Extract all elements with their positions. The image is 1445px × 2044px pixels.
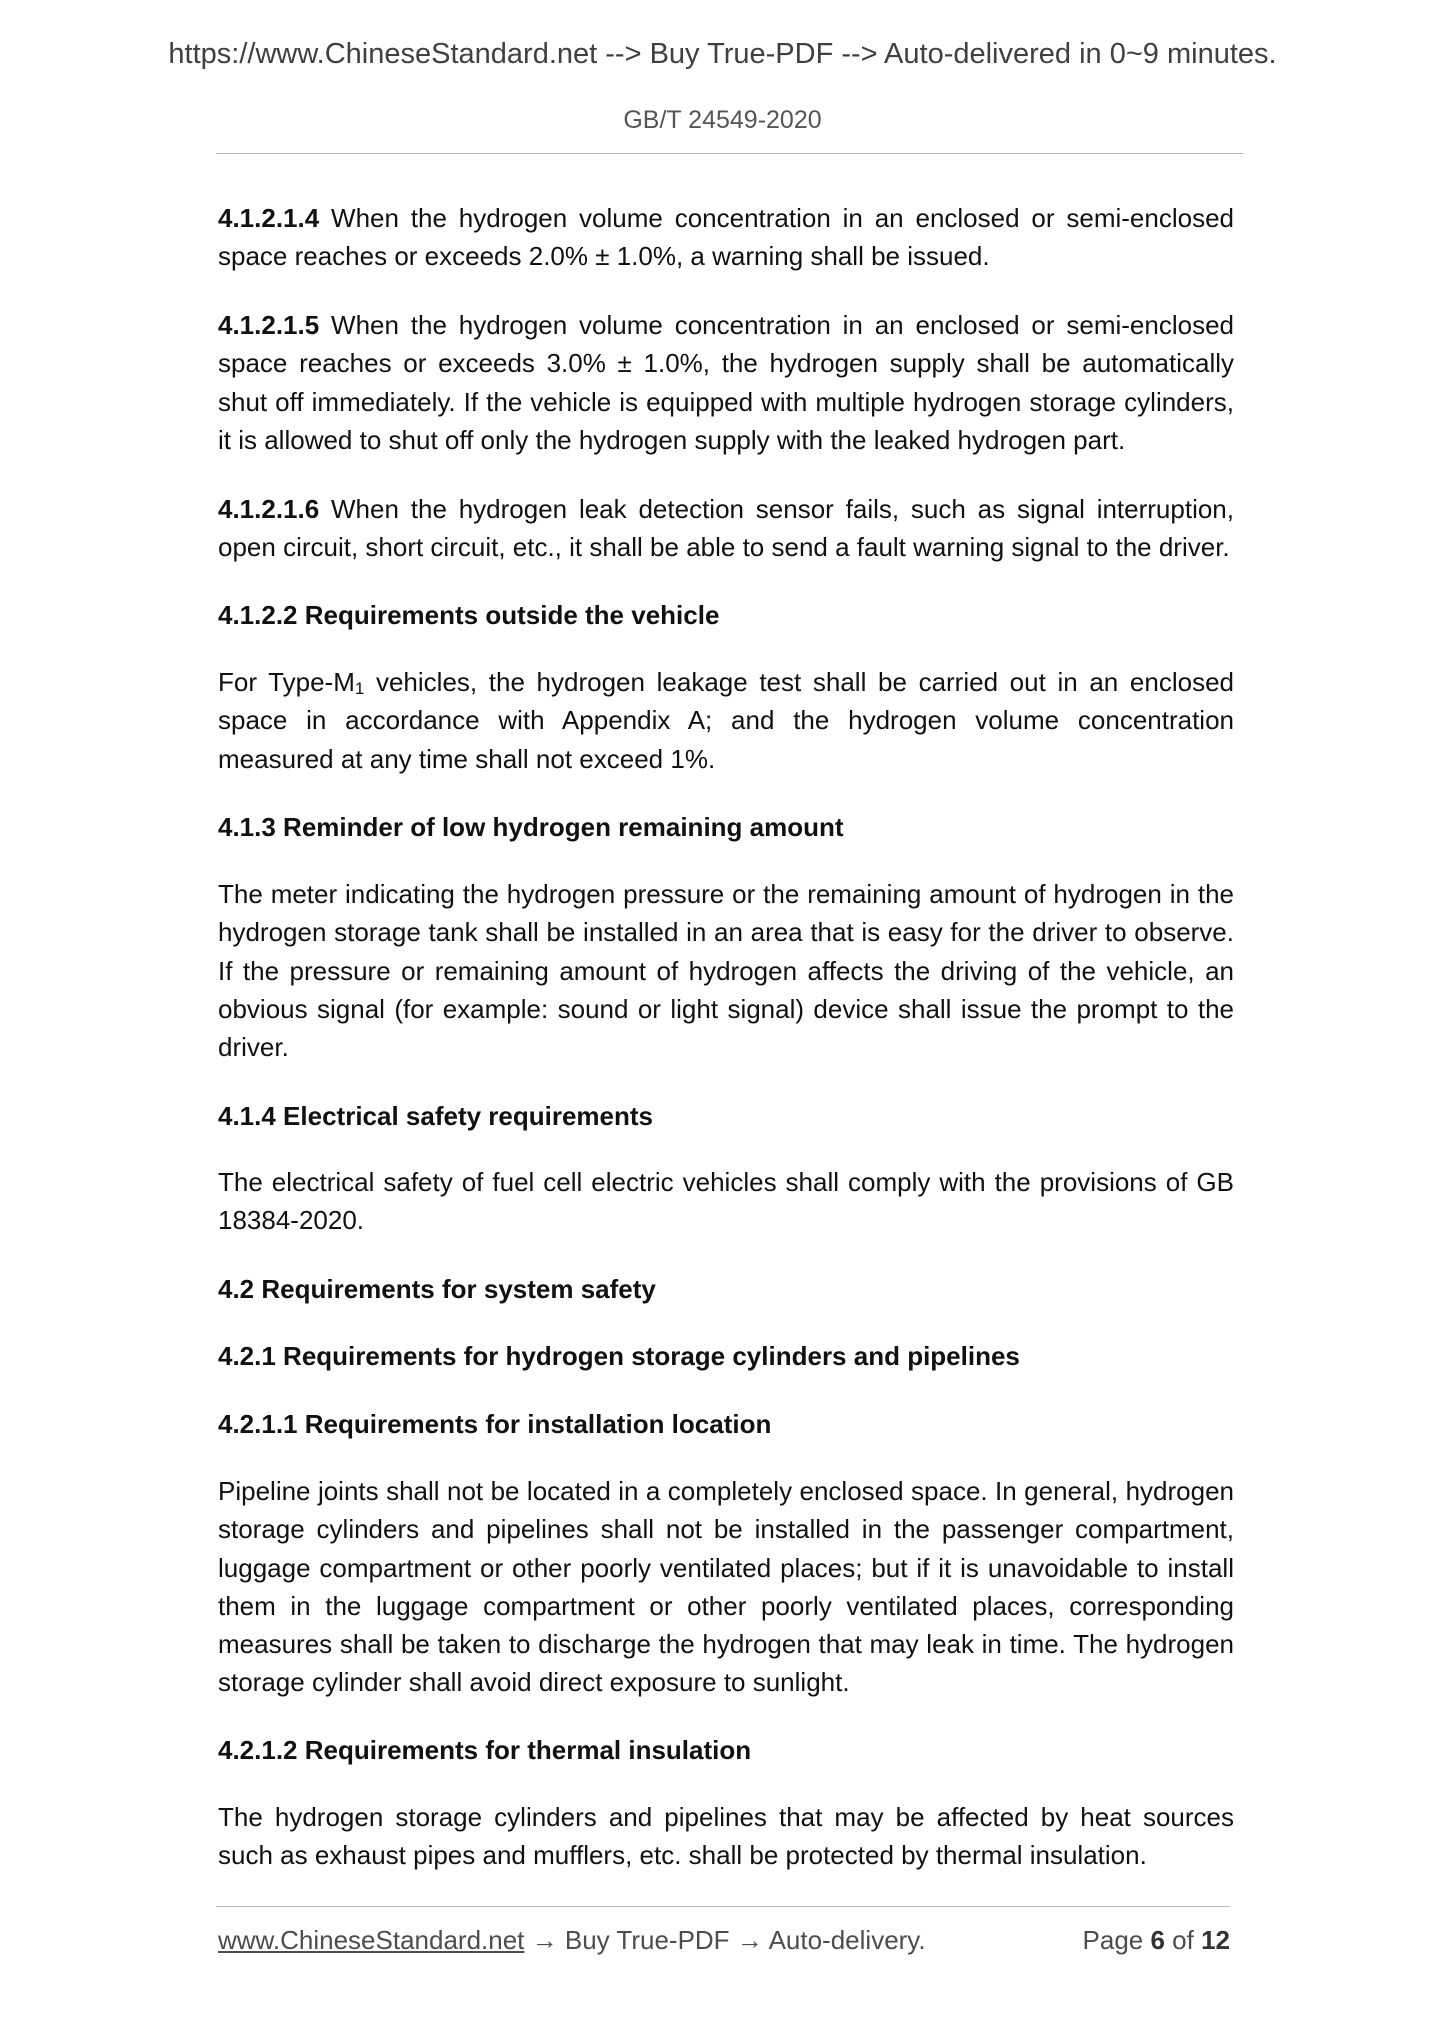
footer-promo-text: → Buy True-PDF → Auto-delivery. bbox=[524, 1925, 926, 1955]
page-number: Page 6 of 12 bbox=[1082, 1925, 1230, 1955]
total-pages: 12 bbox=[1201, 1925, 1230, 1955]
paragraph-thermal-insulation: The hydrogen storage cylinders and pipelines that may be affected by heat sources such as exhaust pipes and mufflers, etc. shall be protected by thermal insulation. bbox=[218, 1802, 1234, 1871]
document-code: GB/T 24549-2020 bbox=[623, 106, 822, 134]
page-footer bbox=[218, 1925, 1230, 1959]
paragraph-installation-location: Pipeline joints shall not be located in a completely enclosed space. In general, hydrogen storage cylinders and pipelines shall not be installed in the passenger compartment, luggage compartment or other poorly ventilated places; but if it is unavoidable to install them in the luggage compartment or other poorly ventilated places, corresponding measures shall be taken to discharge the hydrogen that may leak in time. The hydrogen storage cylinder shall avoid direct exposure to sunlight. bbox=[218, 1476, 1234, 1698]
heading-4-2: 4.2 Requirements for system safety bbox=[218, 1274, 656, 1304]
paragraph-electrical-safety: The electrical safety of fuel cell electric vehicles shall comply with the provisions of GB 18384-2020. bbox=[218, 1167, 1234, 1236]
clause-text: When the hydrogen volume concentration in an enclosed or semi-enclosed space reaches or exceeds 2.0% ± 1.0%, a warning shall be issued. bbox=[218, 203, 1234, 272]
clause-4-1-2-1-4 bbox=[218, 199, 1234, 276]
heading-4-1-2-2: 4.1.2.2 Requirements outside the vehicle bbox=[218, 600, 720, 630]
clause-text: When the hydrogen leak detection sensor fails, such as signal interruption, open circuit, short circuit, etc., it shall be able to send a fault warning signal to the driver. bbox=[218, 494, 1234, 563]
header-divider bbox=[216, 153, 1243, 154]
subscript: 1 bbox=[354, 679, 365, 698]
footer-promo bbox=[218, 1925, 926, 1956]
heading-4-2-1-1: 4.2.1.1 Requirements for installation location bbox=[218, 1409, 772, 1439]
clause-number: 4.1.2.1.6 bbox=[218, 494, 320, 524]
footer-divider bbox=[216, 1906, 1230, 1907]
heading-4-2-1: 4.2.1 Requirements for hydrogen storage cylinders and pipelines bbox=[218, 1341, 1020, 1371]
clause-number: 4.1.2.1.5 bbox=[218, 310, 320, 340]
heading-4-1-4: 4.1.4 Electrical safety requirements bbox=[218, 1101, 654, 1131]
heading-4-2-1-2: 4.2.1.2 Requirements for thermal insulation bbox=[218, 1735, 752, 1765]
clause-number: 4.1.2.1.4 bbox=[218, 203, 320, 233]
clause-4-1-2-1-5 bbox=[218, 306, 1234, 459]
footer-website-link[interactable]: www.ChineseStandard.net bbox=[218, 1925, 525, 1955]
heading-4-1-3: 4.1.3 Reminder of low hydrogen remaining amount bbox=[218, 812, 844, 842]
paragraph-low-hydrogen: The meter indicating the hydrogen pressure or the remaining amount of hydrogen in the hydrogen storage tank shall be installed in an area that is easy for the driver to observe. If the pressure or remaining amount of hydrogen affects the driving of the vehicle, an obvious signal (for example: sound or light signal) device shall issue the prompt to the driver. bbox=[218, 879, 1234, 1063]
current-page: 6 bbox=[1150, 1925, 1165, 1955]
top-banner: https://www.ChineseStandard.net --> Buy True-PDF --> Auto-delivered in 0~9 minutes. bbox=[168, 38, 1277, 70]
clause-text: When the hydrogen volume concentration in an enclosed or semi-enclosed space reaches or exceeds 3.0% ± 1.0%, the hydrogen supply shall be automatically shut off immediately. If the vehicle is equipped with multiple hydrogen storage cylinders, it is allowed to shut off only the hydrogen supply with the leaked hydrogen part. bbox=[218, 310, 1234, 455]
clause-4-1-2-1-6 bbox=[218, 490, 1234, 567]
paragraph-outside-vehicle: For Type-$M_1$ vehicles, the hydrogen leakage test shall be carried out in an enclosed space in accordance with Appendix A; and the hydrogen volume concentration measured at any time shall not exceed 1%. bbox=[218, 667, 1234, 774]
